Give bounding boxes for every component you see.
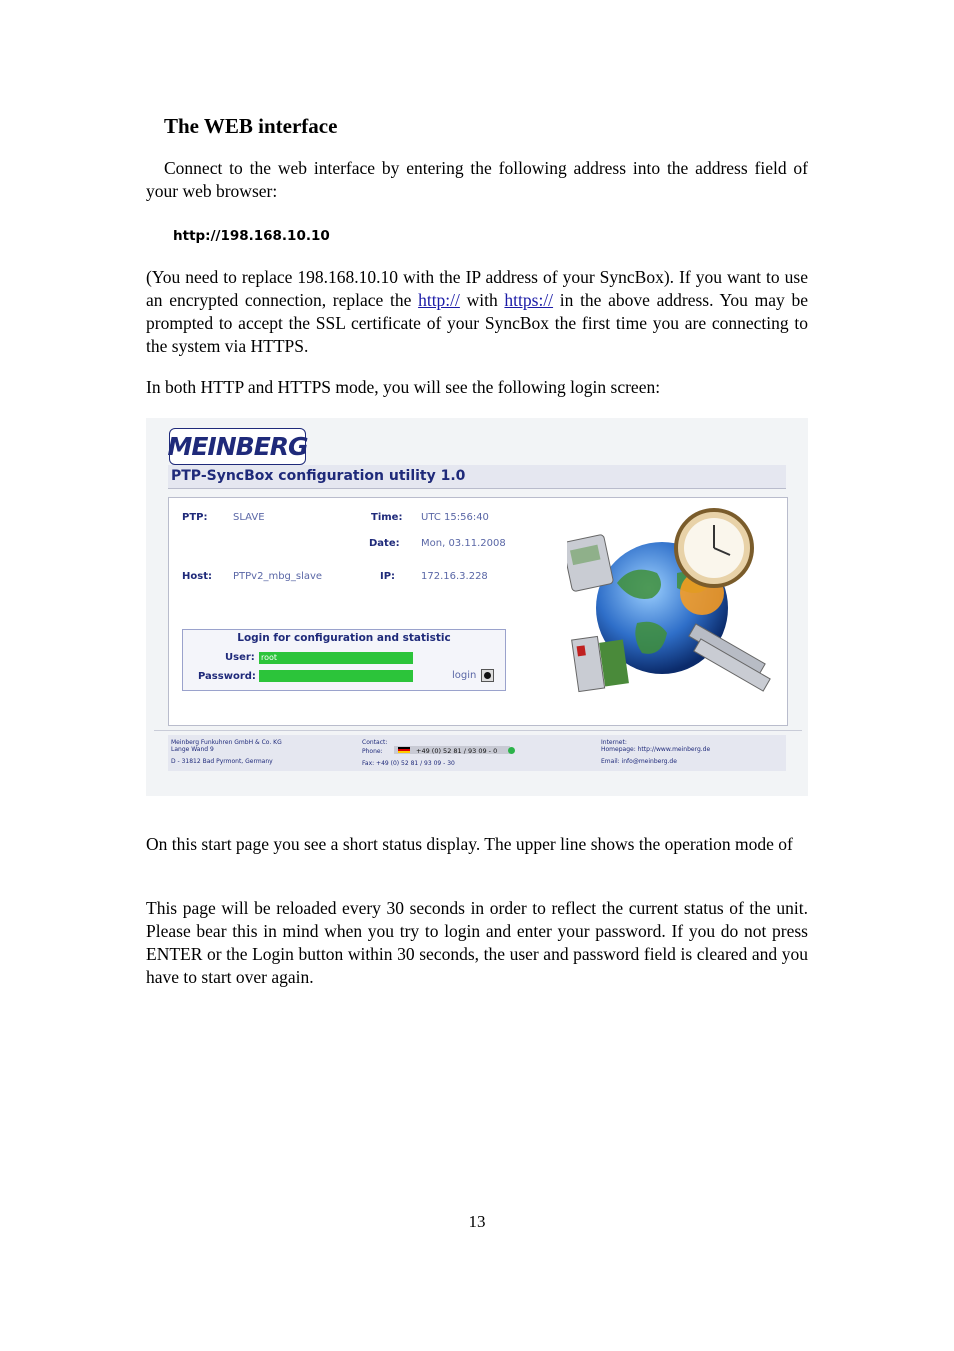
meinberg-logo (169, 428, 306, 465)
footer-contact-label: Contact: (362, 739, 388, 746)
page-footer (168, 735, 786, 771)
password-input[interactable] (259, 670, 413, 682)
ip-value: 172.16.3.228 (421, 571, 488, 582)
footer-company: Meinberg Funkuhren GmbH & Co. KG (171, 739, 282, 746)
replace-note-paragraph (146, 266, 808, 358)
password-label: Password: (198, 671, 256, 682)
date-value: Mon, 03.11.2008 (421, 538, 506, 549)
status-paragraph: On this start page you see a short status display. The upper line shows the operation mode of (146, 834, 793, 854)
footer-phone: +49 (0) 52 81 / 93 09 - 0 (416, 747, 498, 755)
footer-internet-label: Internet: (601, 739, 627, 746)
host-value: PTPv2_mbg_slave (233, 571, 323, 582)
login-title: Login for configuration and statistic (237, 632, 451, 644)
login-intro-paragraph: In both HTTP and HTTPS mode, you will see the following login screen: (146, 377, 661, 397)
footer-city: D - 31812 Bad Pyrmont, Germany (171, 758, 273, 765)
login-button[interactable] (481, 669, 494, 682)
title-bar (168, 465, 786, 489)
footer-phone-label: Phone: (362, 748, 383, 755)
date-label: Date: (369, 538, 400, 549)
login-link[interactable]: login (452, 670, 477, 681)
footer-street: Lange Wand 9 (171, 746, 214, 753)
login-button-dot-icon (484, 672, 491, 679)
login-box (182, 629, 506, 691)
footer-fax: Fax: +49 (0) 52 81 / 93 09 - 30 (362, 760, 455, 767)
phone-call-icon (508, 747, 515, 754)
section-heading: The WEB interface (164, 114, 338, 138)
app-title: PTP-SyncBox configuration utility 1.0 (171, 468, 466, 484)
login-screen-screenshot (146, 418, 808, 796)
note-text-3: in the above address. You may be prompted to accept the SSL certificate of your SyncBox the first time you are connecting to the system via HTTPS. (146, 290, 808, 356)
http-link[interactable]: http:// (418, 290, 460, 310)
status-panel (168, 497, 788, 726)
footer-email[interactable]: Email: info@meinberg.de (601, 758, 677, 765)
german-flag-icon (398, 747, 410, 753)
time-value: UTC 15:56:40 (421, 512, 489, 523)
host-label: Host: (182, 571, 212, 582)
user-label: User: (225, 652, 255, 663)
user-input[interactable] (259, 652, 413, 664)
ptp-value: SLAVE (233, 512, 265, 523)
https-link[interactable]: https:// (504, 290, 554, 310)
page-number: 13 (468, 1212, 486, 1231)
footer-homepage[interactable]: Homepage: http://www.meinberg.de (601, 746, 711, 753)
address-example: http://198.168.10.10 (173, 228, 330, 244)
time-label: Time: (371, 512, 403, 523)
reload-paragraph: This page will be reloaded every 30 seconds in order to reflect the current status of the unit. Please bear this in mind when you try to login and enter your password. If you do not press ENTER or the Login button within 30 seconds, the user and password field is cleared and you have to start over again. (146, 898, 808, 987)
logo-text: MEINBERG (167, 432, 308, 461)
intro-paragraph: Connect to the web interface by entering the following address into the address field of your web browser: (146, 158, 808, 201)
footer-separator (154, 730, 802, 731)
globe-devices-illustration (567, 503, 782, 703)
note-text-1: (You need to replace 198.168.10.10 with the IP address of your SyncBox). If you want to use an encrypted connection, replace the (146, 267, 808, 310)
ip-label: IP: (380, 571, 396, 582)
note-text-2: with (459, 290, 505, 310)
ptp-label: PTP: (182, 512, 208, 523)
